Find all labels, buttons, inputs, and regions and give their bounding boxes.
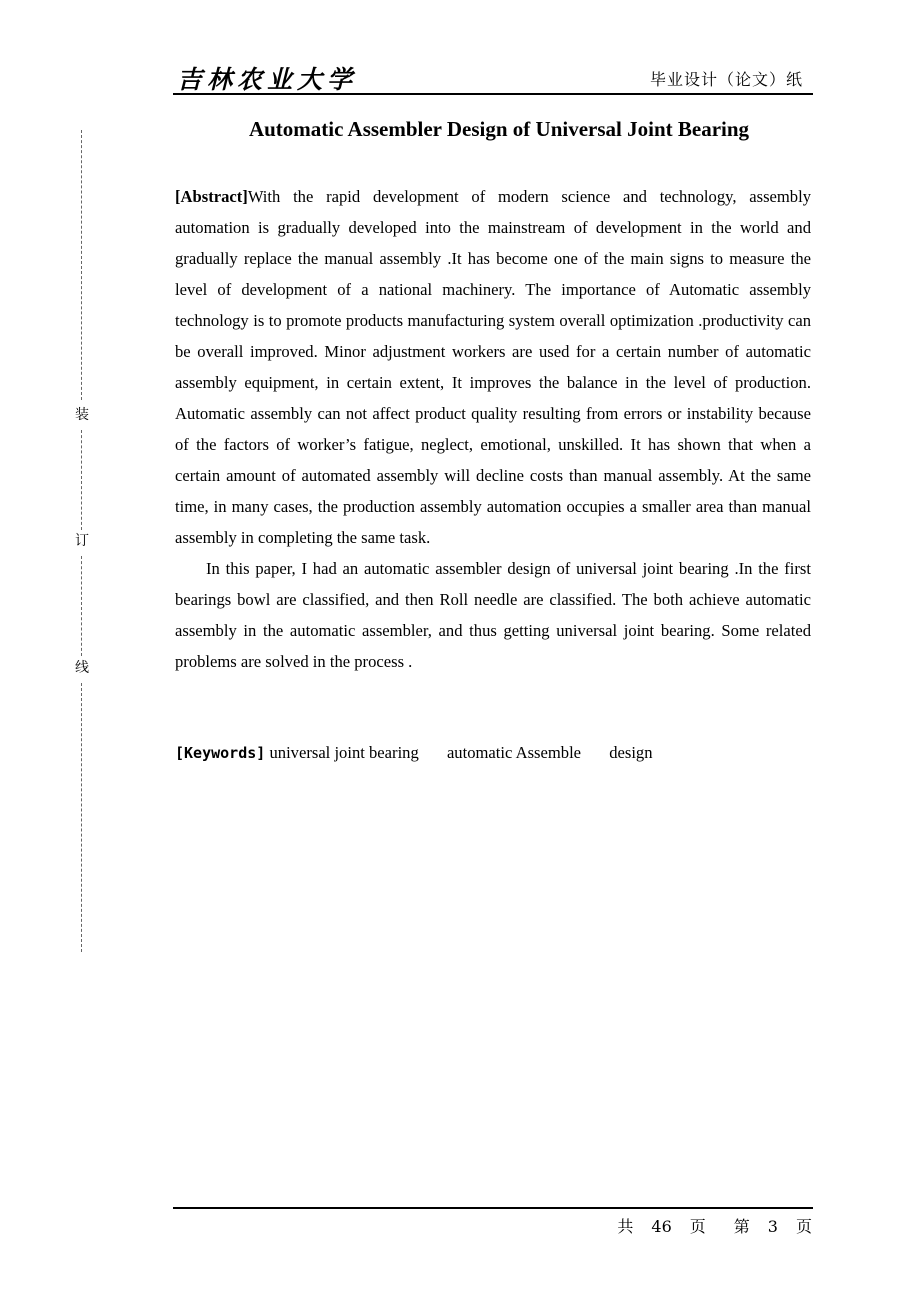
binding-dashed-line	[81, 130, 82, 400]
binding-dashed-line	[81, 556, 82, 656]
current-prefix: 第	[733, 1217, 750, 1236]
abstract-label: [Abstract]	[175, 187, 248, 206]
page-footer	[617, 1214, 812, 1237]
abstract-paragraph-1	[175, 181, 811, 553]
current-suffix: 页	[795, 1217, 812, 1236]
binding-char-xian: 线	[70, 658, 94, 678]
footer-rule	[173, 1207, 813, 1209]
abstract-paragraph-2: In this paper, I had an automatic assembler design of universal joint bearing .In the first bearings bowl are classified, and then Roll needle are classified. The both achieve automatic assembly in the automatic assembler, and thus getting universal joint bearing. Some related problems are solved in the process .	[175, 559, 811, 671]
page-title: Automatic Assembler Design of Universal Joint Bearing	[248, 117, 750, 141]
page-header	[175, 58, 813, 94]
binding-char-zhuang: 装	[70, 405, 94, 425]
total-pages: 46	[651, 1217, 672, 1236]
keywords-label: [Keywords]	[175, 744, 266, 762]
binding-dashed-line	[81, 430, 82, 530]
abstract-body	[175, 181, 811, 677]
keyword-item: design	[609, 743, 653, 762]
keyword-item: automatic Assemble	[446, 743, 582, 762]
header-rule	[173, 93, 813, 95]
keywords-line	[175, 740, 677, 766]
university-name: 吉林农业大学	[177, 65, 358, 94]
thesis-paper-label: 毕业设计（论文）纸	[649, 70, 803, 89]
binding-margin	[70, 130, 94, 952]
abstract-text-1: With the rapid development of modern science and technology, assembly automation is gradually developed into the mainstream of development in the world and gradually replace the manual assembly .It has become one of the main signs to measure the level of development of a national machinery. The importance of Automatic assembly technology is to promote products manufacturing system overall optimization .productivity can be overall improved. Minor adjustment workers are used for a certain number of automatic assembly equipment, in certain extent, It improves the balance in the level of production. Automatic assembly can not affect product quality resulting from errors or instability because of the factors of worker’s fatigue, neglect, emotional, unskilled. It has shown that when a certain amount of automated assembly will decline costs than manual assembly. At the same time, in many cases, the production assembly automation occupies a smaller area than manual assembly in completing the same task.	[175, 187, 811, 547]
binding-char-ding: 订	[70, 531, 94, 551]
current-page: 3	[767, 1217, 778, 1236]
total-suffix: 页	[689, 1217, 706, 1236]
keyword-item: universal joint bearing	[269, 743, 419, 762]
binding-dashed-line	[81, 683, 82, 952]
total-prefix: 共	[617, 1217, 634, 1236]
